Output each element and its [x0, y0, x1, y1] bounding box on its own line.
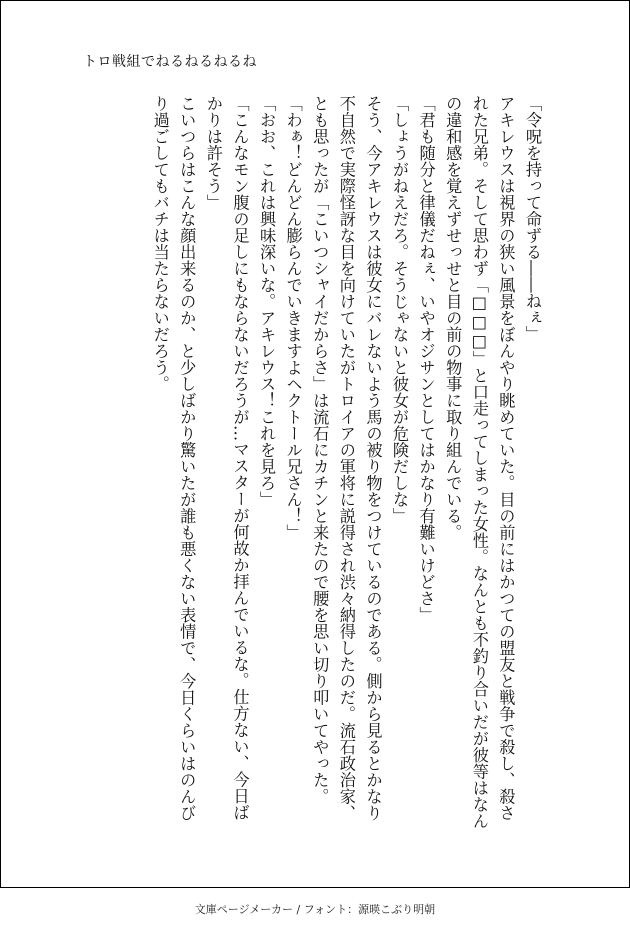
paragraph: アキレウスは視界の狭い風景をぼんやり眺めていた。目の前にはかつての盟友と戦争で殺し、殺された兄弟。そして思わず「□□□」と口走ってしまった女性。なんとも不釣り合いだが彼等はなんの違和感を覚えずせっせと目の前の物事に取り組んでいる。: [443, 95, 516, 830]
paragraph: 「おお、これは興味深いな。アキレウス！これを見ろ」: [257, 95, 277, 508]
paragraph: 「わぁ！どんどん膨らんでいきますよヘクトール兄さん！」: [283, 95, 303, 541]
paragraph: 「しょうがねえだろ。そうじゃないと彼女が危険だしな」: [390, 95, 410, 524]
body-text: [146, 95, 545, 835]
paragraph: 「君も随分と律儀だねぇ、いやオジサンとしてはかなり有難いけどさ」: [416, 95, 436, 623]
paragraph: 「令呪を持って命ずる――ねぇ」: [523, 95, 542, 343]
paragraph: 「こんなモン腹の足しにもならないだろうが…マスターが何故か拝んでいるな。仕方ない、今日ばかりは許そう」: [203, 95, 250, 821]
page-title: トロ戦組でねるねるねるね: [83, 54, 257, 70]
footer-credit: 文庫ページメーカー / フォント：源暎こぶり明朝: [194, 903, 436, 916]
paragraph: そう、今アキレウスは彼女にバレないよう馬の被り物をつけているのである。側から見るとかなり不自然で実際怪訝な目を向けていたがトロイアの軍将に説得され渋々納得したのだ。流石政治家、とも思ったが「こいつシャイだからさ」は流石にカチンと来たので腰を思い切り叩いてやった。: [310, 95, 383, 821]
paragraph: こいつらはこんな顔出来るのか、と少しばかり驚いたが誰も悪くない表情で、今日くらいはのんびり過ごしてもバチは当たらないだろう。: [150, 95, 197, 821]
